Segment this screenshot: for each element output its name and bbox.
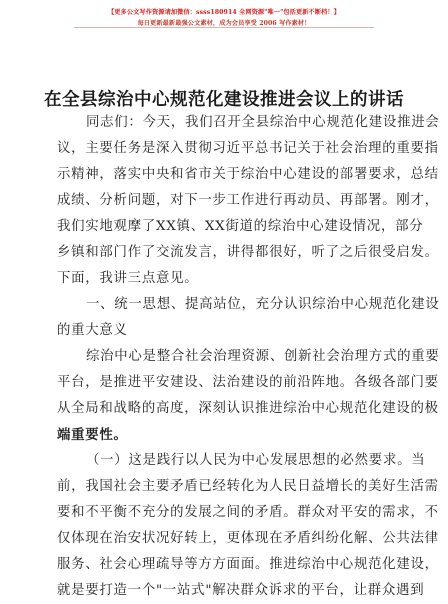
section-heading-line: 一、统一思想、提高站位，充分认识综治中心规范化建设 — [86, 297, 440, 312]
promo-banner-line-1: 【更多公文写作资源请加微信：ssss180914 全网资源"唯一"包括更新不断档！】 — [107, 9, 340, 16]
promo-banner-line-2: 每日更新最新最强公文素材，成为会员享受 2006 写作素材！ — [137, 20, 311, 27]
body-line: 成绩、分析问题，对下一步工作进行再动员、再部署。刚才， — [57, 193, 439, 208]
body-line: 我们实地观摩了XX镇、XX街道的综治中心建设情况，部分 — [57, 219, 424, 234]
body-line: 就是要打造一个"一站式"解决群众诉求的平台，让群众遇到 — [57, 583, 425, 598]
body-line: 要和不平衡不充分的发展之间的矛盾。群众对平安的需求，不 — [57, 505, 439, 520]
document-title: 在全县综治中心规范化建设推进会议上的讲话 — [44, 90, 404, 110]
section-heading-line: 的重大意义 — [57, 323, 128, 338]
subsection-line: （一）这是践行以人民为中心发展思想的必然要求。当 — [86, 453, 426, 468]
body-line: 乡镇和部门作了交流发言，讲得都很好，听了之后很受启发。 — [57, 245, 439, 260]
body-line: 示精神，落实中央和省市关于综治中心建设的部署要求，总结 — [57, 167, 439, 182]
body-line: 综治中心是整合社会治理资源、创新社会治理方式的重要 — [86, 349, 440, 364]
body-line: 端重要性。 — [57, 427, 128, 443]
header-divider — [74, 27, 374, 28]
body-line: 下面，我讲三点意见。 — [57, 271, 199, 286]
body-line: 从全局和战略的高度，深刻认识推进综治中心规范化建设的极 — [57, 401, 439, 416]
body-line: 仅体现在治安状况好转上，更体现在矛盾纠纷化解、公共法律 — [57, 531, 439, 546]
body-line: 同志们：今天，我们召开全县综治中心规范化建设推进会 — [86, 115, 440, 130]
body-line: 服务、社会心理疏导等方方面面。推进综治中心规范化建设， — [57, 557, 439, 572]
body-line: 前，我国社会主要矛盾已经转化为人民日益增长的美好生活需 — [57, 479, 439, 494]
body-line: 平台，是推进平安建设、法治建设的前沿阵地。各级各部门要 — [57, 375, 439, 390]
body-line: 议，主要任务是深入贯彻习近平总书记关于社会治理的重要指 — [57, 141, 439, 156]
